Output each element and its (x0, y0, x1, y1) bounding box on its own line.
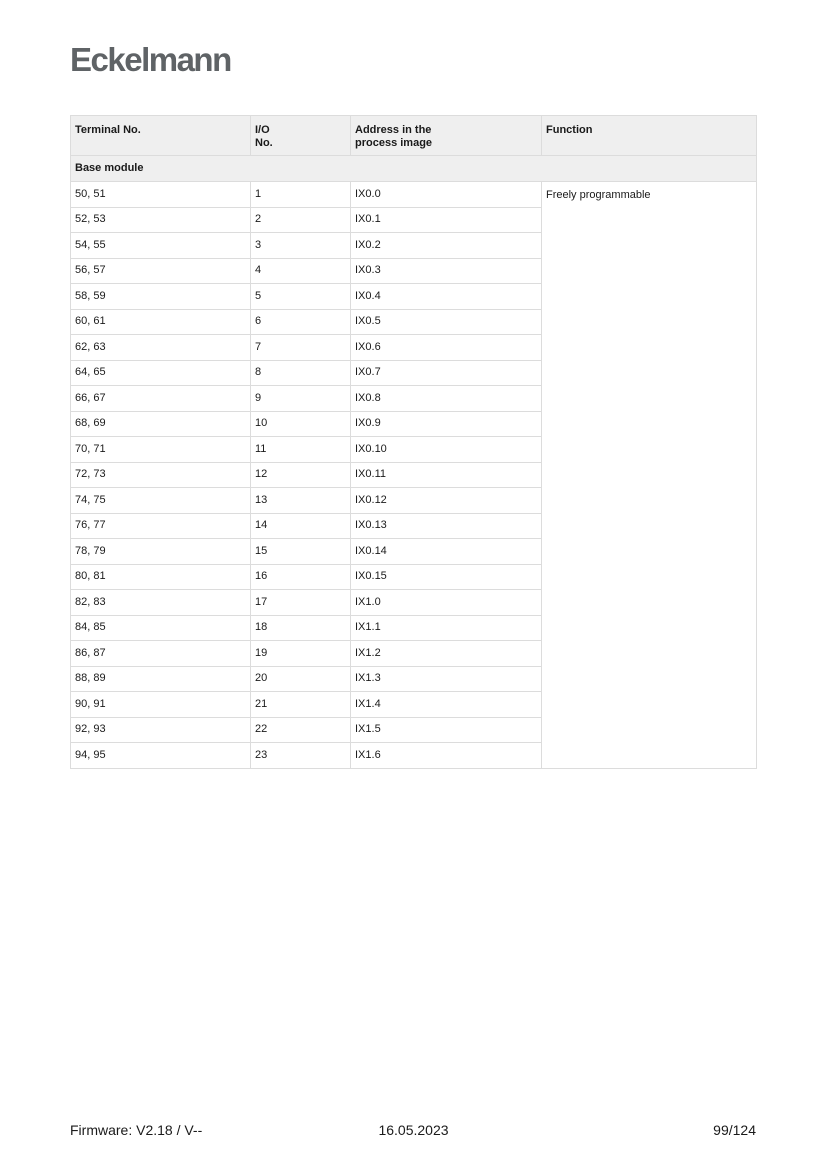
address-cell: IX0.7 (351, 360, 542, 386)
terminal-no-cell: 88, 89 (71, 666, 251, 692)
address-cell: IX1.3 (351, 666, 542, 692)
footer-date: 16.05.2023 (378, 1122, 449, 1138)
io-no-cell: 9 (251, 386, 351, 412)
io-no-cell: 23 (251, 743, 351, 769)
terminal-no-cell: 72, 73 (71, 462, 251, 488)
io-no-cell: 18 (251, 615, 351, 641)
address-cell: IX1.6 (351, 743, 542, 769)
address-cell: IX1.4 (351, 692, 542, 718)
io-no-cell: 12 (251, 462, 351, 488)
terminal-no-cell: 70, 71 (71, 437, 251, 463)
terminal-no-cell: 54, 55 (71, 233, 251, 259)
address-cell: IX1.1 (351, 615, 542, 641)
io-no-cell: 3 (251, 233, 351, 259)
terminal-no-cell: 60, 61 (71, 309, 251, 335)
address-cell: IX0.3 (351, 258, 542, 284)
address-cell: IX1.2 (351, 641, 542, 667)
header-function: Function (542, 116, 757, 156)
io-no-cell: 4 (251, 258, 351, 284)
company-logo: Eckelmann (70, 41, 231, 78)
section-title: Base module (71, 156, 757, 182)
io-no-cell: 16 (251, 564, 351, 590)
io-no-cell: 7 (251, 335, 351, 361)
io-no-cell: 13 (251, 488, 351, 514)
io-no-cell: 5 (251, 284, 351, 310)
terminal-no-cell: 56, 57 (71, 258, 251, 284)
io-no-cell: 2 (251, 207, 351, 233)
header-io-no: I/O No. (251, 116, 351, 156)
table-header-row (71, 116, 757, 156)
terminal-no-cell: 68, 69 (71, 411, 251, 437)
table-row (71, 182, 757, 208)
io-terminal-table (70, 115, 757, 769)
address-cell: IX0.14 (351, 539, 542, 565)
io-no-cell: 11 (251, 437, 351, 463)
terminal-no-cell: 50, 51 (71, 182, 251, 208)
io-no-cell: 1 (251, 182, 351, 208)
terminal-no-cell: 74, 75 (71, 488, 251, 514)
section-row-base-module (71, 156, 757, 182)
address-cell: IX0.5 (351, 309, 542, 335)
terminal-no-cell: 64, 65 (71, 360, 251, 386)
io-no-cell: 8 (251, 360, 351, 386)
address-cell: IX0.2 (351, 233, 542, 259)
terminal-no-cell: 80, 81 (71, 564, 251, 590)
address-cell: IX0.8 (351, 386, 542, 412)
address-cell: IX0.11 (351, 462, 542, 488)
address-cell: IX0.6 (351, 335, 542, 361)
address-cell: IX0.10 (351, 437, 542, 463)
header-address: Address in the process image (351, 116, 542, 156)
function-cell: Freely programmable (542, 182, 757, 769)
address-cell: IX0.15 (351, 564, 542, 590)
terminal-no-cell: 82, 83 (71, 590, 251, 616)
io-no-cell: 17 (251, 590, 351, 616)
terminal-no-cell: 84, 85 (71, 615, 251, 641)
io-no-cell: 21 (251, 692, 351, 718)
terminal-no-cell: 78, 79 (71, 539, 251, 565)
io-no-cell: 14 (251, 513, 351, 539)
footer-page-number: 99/124 (713, 1122, 756, 1138)
terminal-no-cell: 62, 63 (71, 335, 251, 361)
terminal-no-cell: 92, 93 (71, 717, 251, 743)
header-terminal-no: Terminal No. (71, 116, 251, 156)
terminal-no-cell: 58, 59 (71, 284, 251, 310)
terminal-no-cell: 66, 67 (71, 386, 251, 412)
address-cell: IX0.1 (351, 207, 542, 233)
io-no-cell: 6 (251, 309, 351, 335)
address-cell: IX1.5 (351, 717, 542, 743)
address-cell: IX0.12 (351, 488, 542, 514)
terminal-no-cell: 76, 77 (71, 513, 251, 539)
terminal-no-cell: 90, 91 (71, 692, 251, 718)
io-no-cell: 15 (251, 539, 351, 565)
io-no-cell: 19 (251, 641, 351, 667)
io-no-cell: 10 (251, 411, 351, 437)
footer-firmware: Firmware: V2.18 / V-- (70, 1122, 203, 1138)
terminal-no-cell: 94, 95 (71, 743, 251, 769)
address-cell: IX0.4 (351, 284, 542, 310)
address-cell: IX0.13 (351, 513, 542, 539)
address-cell: IX1.0 (351, 590, 542, 616)
terminal-no-cell: 52, 53 (71, 207, 251, 233)
io-no-cell: 20 (251, 666, 351, 692)
address-cell: IX0.0 (351, 182, 542, 208)
io-no-cell: 22 (251, 717, 351, 743)
terminal-no-cell: 86, 87 (71, 641, 251, 667)
address-cell: IX0.9 (351, 411, 542, 437)
